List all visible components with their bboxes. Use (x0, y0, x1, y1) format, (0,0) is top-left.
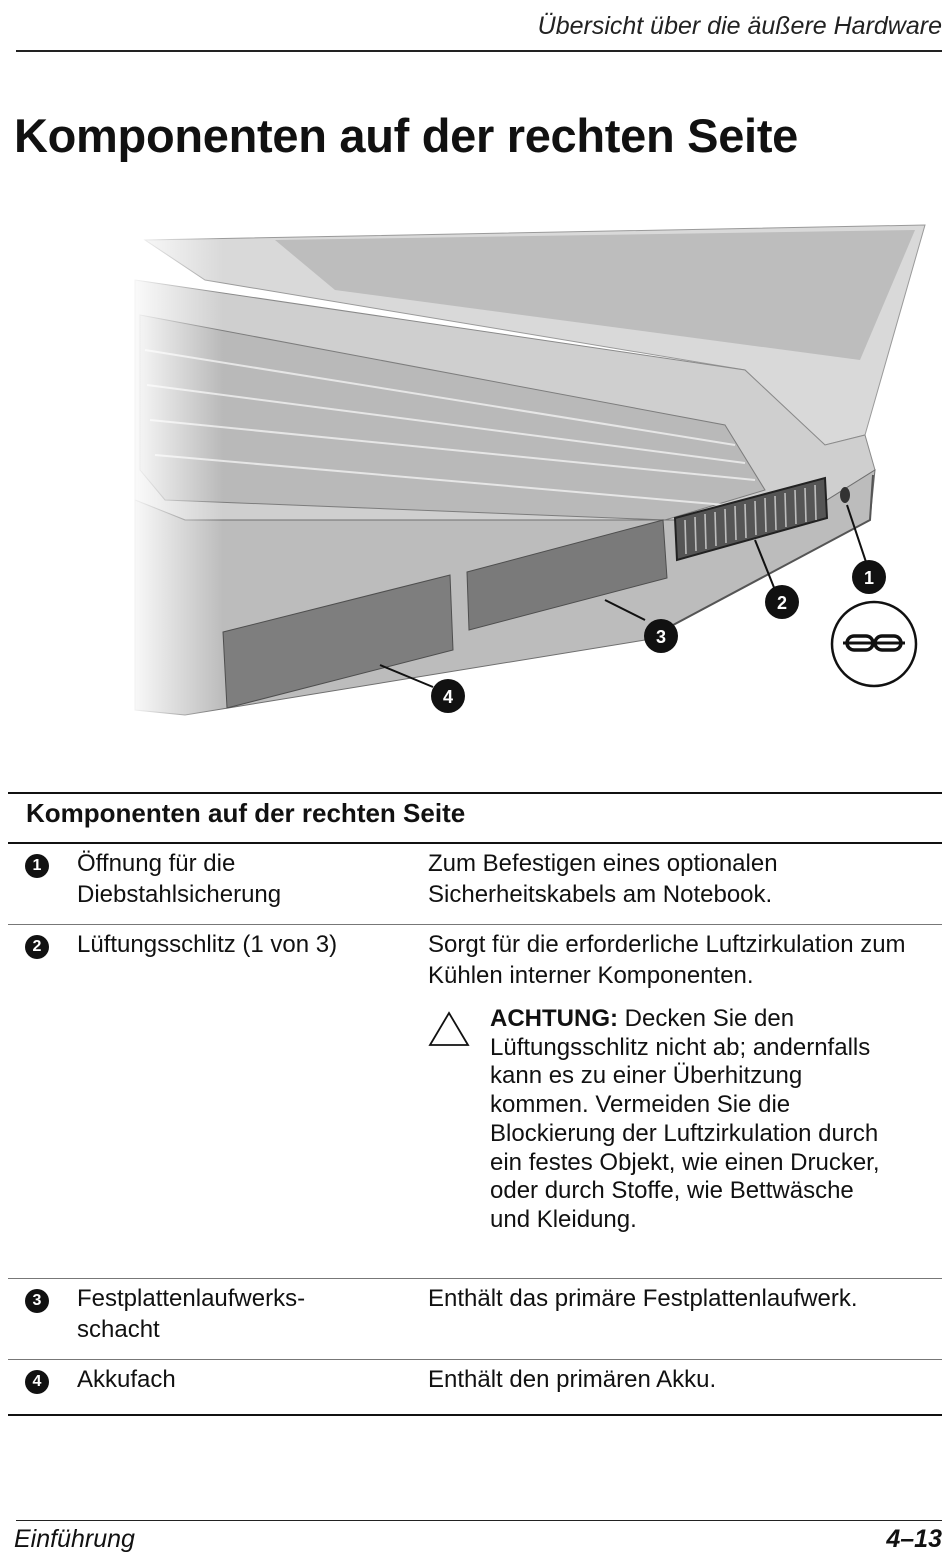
component-name: Lüftungsschlitz (1 von 3) (77, 931, 338, 958)
table-row (8, 925, 942, 1279)
component-description: Enthält das primäre Festplattenlaufwerk. (428, 1285, 858, 1312)
caution-body: Decken Sie den Lüftungsschlitz nicht ab; andernfalls kann es zu einer Überhitzung kommen. Vermeiden Sie die Blockierung der Luftzirkulation durch ein festes Objekt, wie einen Drucker, oder durch Stoffe, wie Bettwäsche und Kleidung. (490, 1005, 880, 1233)
table-row (8, 844, 942, 925)
notebook-right-side-illustration (125, 220, 945, 725)
table-row (8, 1279, 942, 1360)
components-table (8, 792, 942, 1416)
component-description: Zum Befestigen eines optionalen Sicherheitskabels am Notebook. (428, 850, 778, 908)
footer-rule (16, 1520, 942, 1521)
table-header: Komponenten auf der rechten Seite (26, 798, 466, 828)
row-number-badge: 3 (25, 1289, 49, 1313)
callout-1: 1 (863, 568, 875, 588)
component-name: Festplattenlaufwerks-schacht (77, 1285, 306, 1343)
callout-4: 4 (442, 687, 454, 707)
component-description: Enthält den primären Akku. (428, 1366, 717, 1393)
caution-triangle-icon (428, 1011, 470, 1047)
callout-3: 3 (655, 627, 667, 647)
caution-text (490, 1005, 890, 1235)
header-rule (16, 50, 942, 52)
component-description: Sorgt für die erforderliche Luftzirkulation zum Kühlen interner Komponenten. (428, 931, 906, 989)
callout-2: 2 (776, 593, 788, 613)
footer-page-number: 4–13 (886, 1525, 942, 1553)
lock-symbol-icon (832, 602, 916, 686)
component-name: Öffnung für die Diebstahlsicherung (77, 850, 282, 908)
caution-label: ACHTUNG: (490, 1005, 618, 1032)
row-number-badge: 2 (25, 935, 49, 959)
component-name: Akkufach (77, 1366, 176, 1393)
page-title: Komponenten auf der rechten Seite (14, 109, 799, 162)
running-head: Übersicht über die äußere Hardware (537, 12, 942, 40)
footer-chapter: Einführung (14, 1525, 135, 1553)
row-number-badge: 4 (25, 1370, 49, 1394)
table-row (8, 1360, 942, 1416)
row-number-badge: 1 (25, 854, 49, 878)
